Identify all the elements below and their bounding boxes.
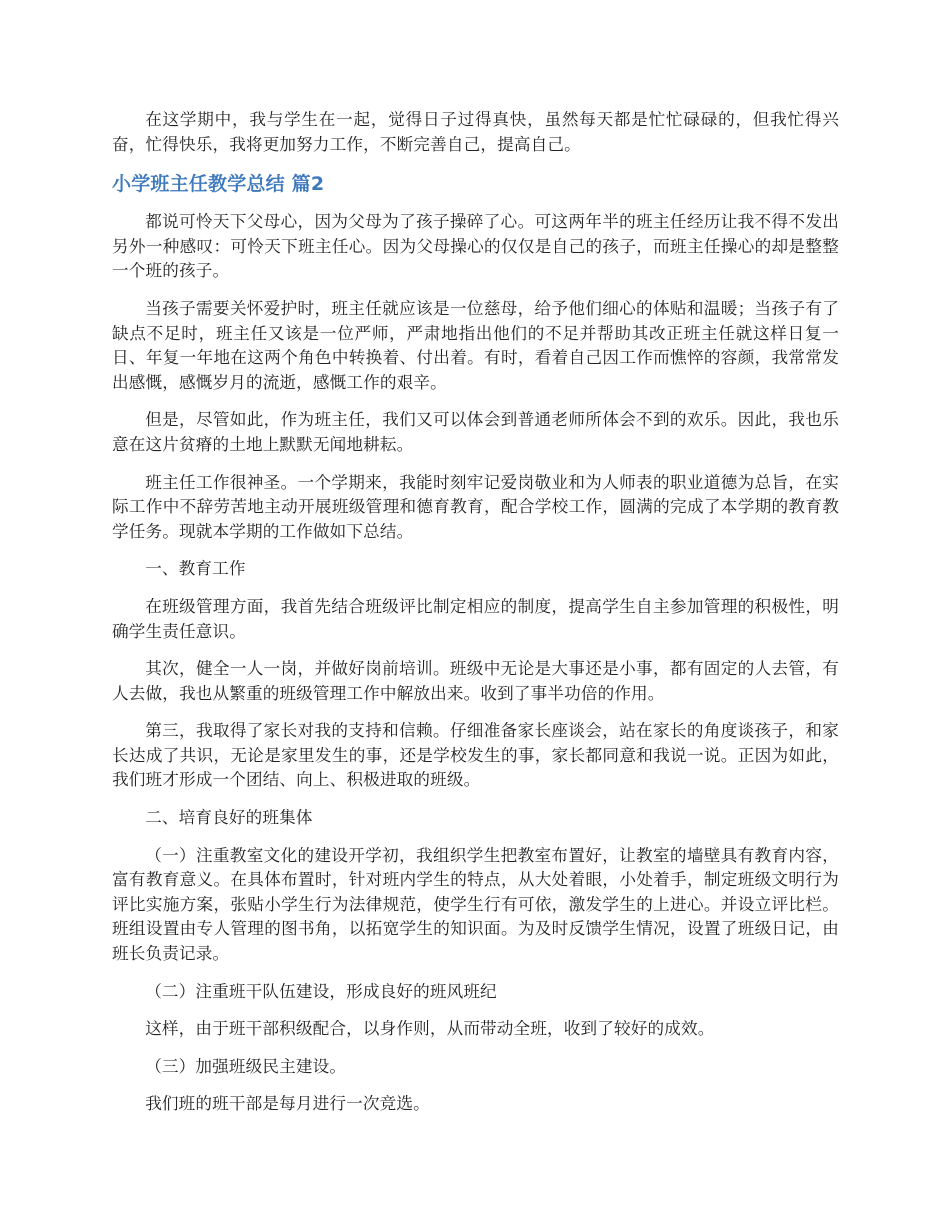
body-paragraph-5: 在班级管理方面，我首先结合班级评比制定相应的制度，提高学生自主参加管理的积极性，明确学生责任意识。 [112, 596, 839, 641]
subheading-class-cadres: （二）注重班干队伍建设，形成良好的班风班纪 [145, 981, 497, 1001]
body-paragraph-3: 但是，尽管如此，作为班主任，我们又可以体会到普通老师所体会不到的欢乐。因此，我也乐意在这片贫瘠的土地上默默无闻地耕耘。 [112, 410, 839, 454]
subheading-education-work: 一、教育工作 [145, 559, 246, 579]
document-page [112, 108, 839, 1130]
subheading-class-collective: 二、培育良好的班集体 [145, 808, 313, 828]
body-paragraph-1: 都说可怜天下父母心，因为父母为了孩子操碎了心。可这两年半的班主任经历让我不得不发出另外一种感叹：可怜天下班主任心。因为父母操心的仅仅是自己的孩子，而班主任操心的却是整整一个班的孩子。 [112, 212, 839, 281]
body-paragraph-8: （一）注重教室文化的建设开学初，我组织学生把教室布置好，让教室的墙壁具有教育内容，富有教育意义。在具体布置时，针对班内学生的特点，从大处着眼，小处着手，制定班级文明行为评比实施方案，张贴小学生行为法律规范，使学生行有可依，激发学生的上进心。并设立评比栏。班组设置由专人管理的图书角，以拓宽学生的知识面。为及时反馈学生情况，设置了班级日记，由班长负责记录。 [112, 845, 839, 964]
intro-paragraph: 在这学期中，我与学生在一起，觉得日子过得真快，虽然每天都是忙忙碌碌的，但我忙得兴奋，忙得快乐，我将更加努力工作，不断完善自己，提高自己。 [112, 110, 839, 154]
body-paragraph-9: 这样，由于班干部积级配合，以身作则，从而带动全班，收到了较好的成效。 [145, 1019, 715, 1039]
body-paragraph-6: 其次，健全一人一岗，并做好岗前培训。班级中无论是大事还是小事，都有固定的人去管，有人去做，我也从繁重的班级管理工作中解放出来。收到了事半功倍的作用。 [112, 659, 839, 703]
body-paragraph-2: 当孩子需要关怀爱护时，班主任就应该是一位慈母，给予他们细心的体贴和温暖；当孩子有了缺点不足时，班主任又该是一位严师，严肃地指出他们的不足并帮助其改正班主任就这样日复一日、年复一年地在这两个角色中转换着、付出着。有时，看着自己因工作而憔悴的容颜，我常常发出感慨，感慨岁月的流逝，感慨工作的艰辛。 [112, 298, 839, 392]
subheading-democracy: （三）加强班级民主建设。 [145, 1056, 347, 1076]
body-paragraph-7: 第三，我取得了家长对我的支持和信赖。仔细准备家长座谈会，站在家长的角度谈孩子，和家长达成了共识，无论是家里发生的事，还是学校发生的事，家长都同意和我说一说。正因为如此，我们班才形成一个团结、向上、积极进取的班级。 [112, 721, 839, 790]
body-paragraph-4: 班主任工作很神圣。一个学期来，我能时刻牢记爱岗敬业和为人师表的职业道德为总旨，在实际工作中不辞劳苦地主动开展班级管理和德育教育，配合学校工作，圆满的完成了本学期的教育教学任务。现就本学期的工作做如下总结。 [112, 472, 839, 541]
body-paragraph-10: 我们班的班干部是每月进行一次竞选。 [145, 1094, 430, 1114]
section-heading: 小学班主任教学总结 篇2 [112, 173, 325, 196]
